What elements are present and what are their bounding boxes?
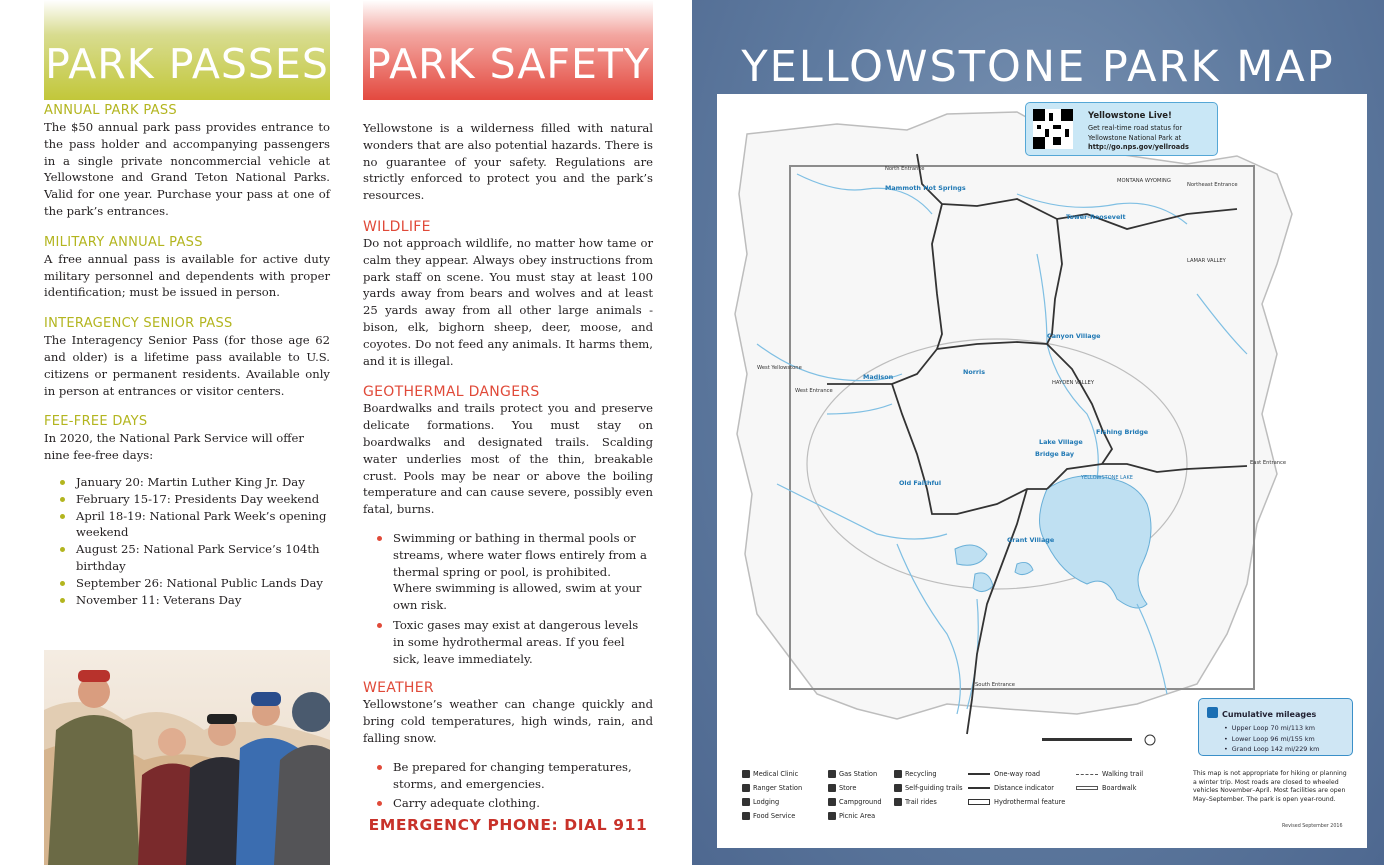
map-revised-date: Revised September 2016 <box>1282 824 1343 829</box>
military-pass-heading: MILITARY ANNUAL PASS <box>44 234 203 250</box>
map-disclaimer: This map is not appropriate for hiking or planning a winter trip. Most roads are closed to wheeled vehicles November–April. Most facilities are open May–September. The park is open year-round. <box>1193 770 1347 803</box>
geothermal-list <box>363 530 653 667</box>
map-card <box>717 94 1367 848</box>
legend-food <box>742 812 795 820</box>
annual-pass-text: The $50 annual park pass provides entrance to the pass holder and accompanying passengers in a single private noncommercial vehicle at Yellowstone and Grand Teton National Parks. Valid for one year. Purchase your pass at one of the park’s entrances. <box>44 120 330 218</box>
list-item: Toxic gases may exist at dangerous levels in some hydrothermal areas. If you feel sick, leave immediately. <box>375 617 653 667</box>
mileage-title: Cumulative mileages <box>1222 710 1317 719</box>
list-item: January 20: Martin Luther King Jr. Day <box>58 474 330 491</box>
label-grant: Grant Village <box>1007 536 1055 544</box>
legend-hydrothermal <box>968 798 1065 806</box>
legend-label: Ranger Station <box>753 784 803 792</box>
north-arrow-icon <box>1145 735 1155 745</box>
fee-free-intro: In 2020, the National Park Service will offer nine fee-free days: <box>44 431 304 463</box>
legend-recycling <box>894 770 937 778</box>
emergency-phone: EMERGENCY PHONE: DIAL 911 <box>368 816 648 834</box>
fee-free-section <box>44 414 330 608</box>
list-item: • Grand Loop 142 mi/229 km <box>1224 744 1319 755</box>
legend-medical <box>742 770 798 778</box>
military-pass-section <box>44 235 330 301</box>
food-icon <box>742 812 750 820</box>
list-item: Swimming or bathing in thermal pools or streams, where water flows entirely from a thermal spring or pool, is prohibited. Where swimming is allowed, swim at your own risk. <box>375 530 653 614</box>
distance-indicator-icon <box>968 787 990 789</box>
legend-label: Distance indicator <box>994 784 1054 792</box>
legend-label: Store <box>839 784 857 792</box>
picnic-icon <box>828 812 836 820</box>
geothermal-section <box>363 384 653 667</box>
park-safety-column <box>363 0 653 812</box>
legend-label: Trail rides <box>905 798 937 806</box>
legend-boardwalk <box>1076 784 1136 792</box>
legend-walking <box>1076 770 1143 778</box>
label-lake: Lake Village <box>1039 438 1083 446</box>
legend-campground <box>828 798 882 806</box>
legend-label: Medical Clinic <box>753 770 799 778</box>
list-item: February 15-17: Presidents Day weekend <box>58 491 330 508</box>
label-madison: Madison <box>863 373 894 381</box>
yellowstone-live-url[interactable]: http://go.nps.gov/yellroads <box>1088 143 1189 151</box>
map-panel <box>692 0 1384 865</box>
fee-free-heading: FEE-FREE DAYS <box>44 414 148 430</box>
list-item: September 26: National Public Lands Day <box>58 575 330 592</box>
list-item: • Upper Loop 70 mi/113 km <box>1224 723 1319 734</box>
map-legend <box>742 768 1192 828</box>
legend-self-guiding <box>894 784 963 792</box>
wildlife-heading: WILDLIFE <box>363 218 431 235</box>
weather-list <box>363 759 653 812</box>
label-south-entrance: South Entrance <box>975 682 1015 688</box>
label-old-faithful: Old Faithful <box>899 479 942 487</box>
legend-label: Campground <box>839 798 882 806</box>
label-yellowstone-lake: YELLOWSTONE LAKE <box>1081 475 1133 481</box>
label-hayden-valley: HAYDEN VALLEY <box>1052 380 1095 386</box>
geothermal-heading: GEOTHERMAL DANGERS <box>363 384 540 401</box>
senior-pass-text: The Interagency Senior Pass (for those age 62 and older) is a lifetime pass available to U.S. citizens or permanent residents. Available only in person at entrances or visitor centers. <box>44 333 330 398</box>
list-item: • Lower Loop 96 mi/155 km <box>1224 734 1319 745</box>
senior-pass-section <box>44 316 330 399</box>
annual-pass-section <box>44 103 330 220</box>
list-item: April 18-19: National Park Week’s opening weekend <box>58 508 330 542</box>
campground-icon <box>828 798 836 806</box>
label-west-entrance: West Entrance <box>795 388 833 394</box>
store-icon <box>828 784 836 792</box>
label-northeast-entrance: Northeast Entrance <box>1187 182 1238 188</box>
yellowstone-live-title: Yellowstone Live! <box>1088 111 1172 121</box>
legend-trail-rides <box>894 798 937 806</box>
park-passes-column <box>44 0 330 608</box>
legend-label: Hydrothermal feature <box>994 798 1066 806</box>
label-montana-wyoming: MONTANA WYOMING <box>1117 178 1171 184</box>
legend-label: Self-guiding trails <box>905 784 963 792</box>
wildlife-text: Do not approach wildlife, no matter how tame or calm they appear. Always obey instructions from park staff on scene. You must stay at least 100 yards away from bears and wolves and at least 25 yards away from all other large animals - bison, elk, bighorn sheep, deer, moose, and coyotes. Do not feed any animals. It harms them, and it is illegal. <box>363 235 653 368</box>
park-passes-banner <box>44 0 330 100</box>
label-fishing-bridge: Fishing Bridge <box>1096 428 1149 436</box>
legend-gas <box>828 770 877 778</box>
fee-free-list <box>44 474 330 608</box>
mileage-list <box>1224 723 1319 755</box>
visitors-photo <box>44 650 330 865</box>
yellowstone-live-box <box>1025 102 1218 156</box>
gas-icon <box>828 770 836 778</box>
legend-one-way <box>968 770 1040 778</box>
legend-label: Lodging <box>753 798 780 806</box>
list-item: Be prepared for changing temperatures, storms, and emergencies. <box>375 759 653 793</box>
region-outline <box>735 112 1292 719</box>
label-lamar-valley: LAMAR VALLEY <box>1187 258 1226 264</box>
geothermal-text: Boardwalks and trails protect you and preserve delicate formations. You must stay on boardwalks and designated trails. Scalding water underlies most of the thin, breakable crust. Pools may be near or above the boiling temperature and can cause severe, possibly even fatal, burns. <box>363 401 653 517</box>
legend-lodging <box>742 798 779 806</box>
mileage-box <box>1198 698 1353 756</box>
walking-trail-icon <box>1076 774 1098 775</box>
park-safety-banner <box>363 0 653 100</box>
label-tower: Tower-Roosevelt <box>1066 213 1126 221</box>
car-icon <box>1207 707 1218 718</box>
legend-store <box>828 784 856 792</box>
label-bridge-bay: Bridge Bay <box>1035 450 1075 458</box>
label-east-entrance: East Entrance <box>1250 460 1287 466</box>
weather-text: Yellowstone’s weather can change quickly and bring cold temperatures, high winds, rain, and falling snow. <box>363 697 653 745</box>
legend-label: Food Service <box>753 812 796 820</box>
medical-icon <box>742 770 750 778</box>
label-canyon: Canyon Village <box>1047 332 1101 340</box>
boardwalk-icon <box>1076 786 1098 790</box>
list-item: Carry adequate clothing. <box>375 795 653 812</box>
trail-rides-icon <box>894 798 902 806</box>
yellowstone-live-desc: Get real-time road status for Yellowstone National Park at <box>1088 124 1183 142</box>
legend-label: Gas Station <box>839 770 878 778</box>
recycling-icon <box>894 770 902 778</box>
military-pass-text: A free annual pass is available for active duty military personnel and dependents with proper identification; must be issued in person. <box>44 251 330 300</box>
legend-label: One-way road <box>994 770 1041 778</box>
weather-heading: WEATHER <box>363 680 434 697</box>
annual-pass-heading: ANNUAL PARK PASS <box>44 103 177 118</box>
one-way-road-icon <box>968 773 990 775</box>
weather-section <box>363 680 653 812</box>
list-item: November 11: Veterans Day <box>58 592 330 609</box>
yellowstone-live-text <box>1088 124 1214 153</box>
park-passes-title: PARK PASSES <box>45 40 329 88</box>
legend-label: Recycling <box>905 770 937 778</box>
safety-intro: Yellowstone is a wilderness filled with natural wonders that are also potential hazards. There is no guarantee of your safety. Regulations are strictly enforced to protect you and the park’s resources. <box>363 121 653 203</box>
list-item: August 25: National Park Service’s 104th birthday <box>58 541 330 575</box>
map-title: YELLOWSTONE PARK MAP <box>741 42 1335 92</box>
senior-pass-heading: INTERAGENCY SENIOR PASS <box>44 316 233 332</box>
legend-label: Walking trail <box>1102 770 1144 778</box>
legend-label: Boardwalk <box>1102 784 1137 792</box>
lodging-icon <box>742 798 750 806</box>
legend-picnic <box>828 812 875 820</box>
label-mammoth: Mammoth Hot Springs <box>885 184 966 192</box>
label-north-entrance: North Entrance <box>885 166 925 172</box>
hydrothermal-icon <box>968 799 990 805</box>
legend-distance <box>968 784 1054 792</box>
park-safety-title: PARK SAFETY <box>366 40 650 88</box>
legend-ranger <box>742 784 802 792</box>
scale-bar <box>1042 738 1132 741</box>
legend-label: Picnic Area <box>839 812 876 820</box>
label-norris: Norris <box>963 368 986 376</box>
self-guiding-icon <box>894 784 902 792</box>
wildlife-section <box>363 219 653 369</box>
ranger-icon <box>742 784 750 792</box>
label-west-yellowstone: West Yellowstone <box>757 365 802 371</box>
qr-code-icon <box>1033 109 1073 149</box>
